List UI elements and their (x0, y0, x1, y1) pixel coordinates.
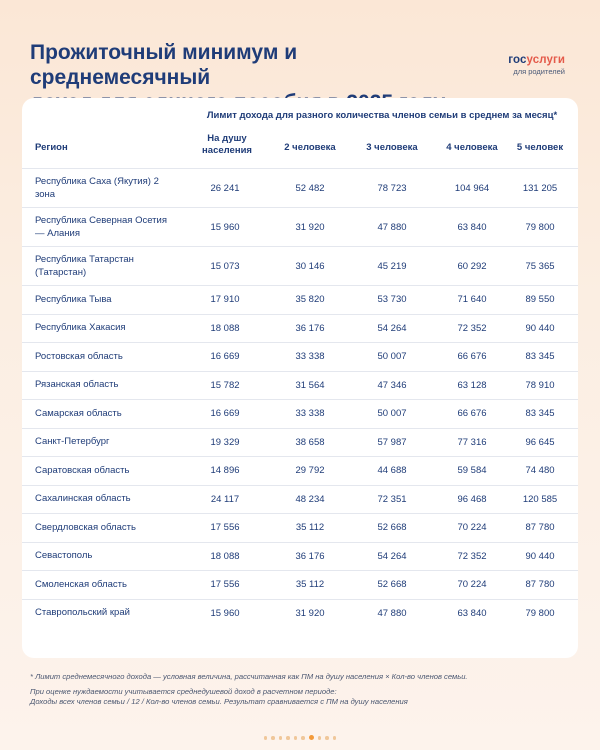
region-name: Республика Северная Осетия — Алания (35, 215, 167, 239)
income-limit-cell: 35 112 (295, 579, 325, 591)
brand-part-2: услуги (526, 54, 565, 66)
income-limit-cell: 90 440 (525, 322, 555, 334)
pagination-dot[interactable] (333, 736, 337, 740)
income-limit-cell: 96 468 (457, 493, 487, 505)
column-header-three: 3 человека (366, 142, 418, 153)
region-name: Смоленская область (35, 578, 127, 590)
region-name: Саратовская область (35, 464, 130, 476)
table-row (22, 168, 578, 207)
region-name: Ставропольский край (35, 607, 130, 619)
income-limit-cell: 26 241 (210, 182, 240, 194)
pagination-dot[interactable] (294, 736, 298, 740)
pagination-dot[interactable] (318, 736, 322, 740)
table-row (22, 456, 578, 485)
income-limit-cell: 70 224 (457, 579, 487, 591)
footnotes (30, 672, 570, 707)
table-row (22, 371, 578, 400)
region-name: Сахалинская область (35, 493, 131, 505)
region-name: Республика Саха (Якутия) 2 зона (35, 176, 159, 200)
income-limit-cell: 120 585 (522, 493, 558, 505)
income-limit-cell: 35 112 (295, 522, 325, 534)
footnote-explanation-1: При оценке нуждаемости учитывается среднедушевой доход в расчетном периоде: (30, 687, 337, 696)
income-limit-cell: 48 234 (295, 493, 325, 505)
per-capita-line-2: населения (202, 145, 252, 156)
income-limit-cell: 17 556 (210, 522, 240, 534)
income-limit-cell: 15 782 (210, 379, 240, 391)
income-limit-cell: 14 896 (210, 465, 240, 477)
income-limit-cell: 17 556 (210, 579, 240, 591)
table-row (22, 542, 578, 571)
income-limit-cell: 47 346 (377, 379, 407, 391)
income-limit-cell: 83 345 (525, 408, 555, 420)
table-row (22, 599, 578, 628)
income-limit-cell: 16 669 (210, 408, 240, 420)
income-limit-cell: 87 780 (525, 579, 555, 591)
income-limit-cell: 50 007 (377, 408, 407, 420)
region-name: Республика Татарстан (Татарстан) (35, 254, 134, 278)
income-limit-cell: 54 264 (377, 550, 407, 562)
header (30, 40, 570, 100)
income-limit-cell: 38 658 (295, 436, 325, 448)
income-limit-cell: 63 840 (457, 607, 487, 619)
income-limit-cell: 54 264 (377, 322, 407, 334)
table-body (22, 168, 578, 627)
income-limit-cell: 57 987 (377, 436, 407, 448)
gosuslugi-logo[interactable] (508, 54, 565, 76)
income-limit-cell: 15 960 (210, 221, 240, 233)
pagination-dot[interactable] (301, 736, 305, 740)
column-header-region: Регион (35, 142, 68, 153)
income-limit-cell: 31 564 (295, 379, 325, 391)
pagination-dot[interactable] (279, 736, 283, 740)
table-row (22, 485, 578, 514)
income-limit-cell: 72 352 (457, 550, 487, 562)
income-limit-cell: 36 176 (295, 550, 325, 562)
pagination-dot[interactable] (286, 736, 290, 740)
income-limit-cell: 71 640 (457, 294, 487, 306)
income-limit-cell: 52 482 (295, 182, 325, 194)
income-limit-cell: 90 440 (525, 550, 555, 562)
pagination-dots (0, 729, 600, 747)
income-limit-cell: 24 117 (210, 493, 240, 505)
income-limit-cell: 104 964 (454, 182, 490, 194)
income-limit-cell: 70 224 (457, 522, 487, 534)
title-line-1: Прожиточный минимум и среднемесячный (30, 41, 298, 89)
income-table-card (22, 98, 578, 658)
income-limit-cell: 35 820 (295, 294, 325, 306)
income-limit-cell: 96 645 (525, 436, 555, 448)
income-limit-cell: 78 910 (525, 379, 555, 391)
table-row (22, 207, 578, 246)
region-name: Санкт-Петербург (35, 436, 110, 448)
income-limit-cell: 31 920 (295, 607, 325, 619)
table-row (22, 285, 578, 314)
income-limit-cell: 79 800 (525, 221, 555, 233)
income-limit-cell: 78 723 (377, 182, 407, 194)
income-limit-cell: 45 219 (377, 260, 407, 272)
income-limit-cell: 74 480 (525, 465, 555, 477)
footnote-limit: * Лимит среднемесячного дохода — условная величина, рассчитанная как ПМ на душу населения × Кол-во членов семьи. (30, 672, 468, 681)
region-name: Рязанская область (35, 379, 119, 391)
table-caption: Лимит дохода для разного количества членов семьи в среднем за месяц* (206, 110, 558, 121)
pagination-dot[interactable] (264, 736, 268, 740)
column-header-two: 2 человека (284, 142, 336, 153)
income-limit-cell: 63 128 (457, 379, 487, 391)
table-row (22, 246, 578, 285)
table-row (22, 513, 578, 542)
brand-part-1: гос (508, 54, 527, 66)
table-row (22, 570, 578, 599)
income-limit-cell: 60 292 (457, 260, 487, 272)
income-limit-cell: 31 920 (295, 221, 325, 233)
column-header-four: 4 человека (446, 142, 498, 153)
income-limit-cell: 131 205 (522, 182, 558, 194)
income-limit-cell: 66 676 (457, 351, 487, 363)
income-limit-cell: 18 088 (210, 322, 240, 334)
income-limit-cell: 36 176 (295, 322, 325, 334)
pagination-dot[interactable] (325, 736, 329, 740)
income-limit-cell: 16 669 (210, 351, 240, 363)
table-row (22, 399, 578, 428)
income-limit-cell: 79 800 (525, 607, 555, 619)
income-limit-cell: 33 338 (295, 408, 325, 420)
pagination-dot[interactable] (309, 735, 314, 740)
income-limit-cell: 52 668 (377, 522, 407, 534)
income-limit-cell: 19 329 (210, 436, 240, 448)
income-limit-cell: 66 676 (457, 408, 487, 420)
income-limit-cell: 47 880 (377, 607, 407, 619)
table-row (22, 342, 578, 371)
income-limit-cell: 30 146 (295, 260, 325, 272)
income-limit-cell: 72 352 (457, 322, 487, 334)
income-limit-cell: 15 073 (210, 260, 240, 272)
footnote-explanation-2: Доходы всех членов семьи / 12 / Кол-во членов семьи. Результат сравнивается с ПМ на душу населения (30, 697, 408, 706)
region-name: Севастополь (35, 550, 93, 562)
income-limit-cell: 52 668 (377, 579, 407, 591)
table-row (22, 428, 578, 457)
table-row (22, 314, 578, 343)
income-limit-cell: 53 730 (377, 294, 407, 306)
pagination-dot[interactable] (271, 736, 275, 740)
income-limit-cell: 89 550 (525, 294, 555, 306)
income-limit-cell: 44 688 (377, 465, 407, 477)
brand-subtitle: для родителей (513, 67, 565, 76)
column-header-per-capita (192, 133, 262, 157)
per-capita-line-1: На душу (207, 133, 247, 144)
income-limit-cell: 15 960 (210, 607, 240, 619)
income-limit-cell: 87 780 (525, 522, 555, 534)
region-name: Республика Хакасия (35, 322, 126, 334)
brand-logo-text (508, 54, 565, 66)
income-limit-cell: 18 088 (210, 550, 240, 562)
income-limit-cell: 75 365 (525, 260, 555, 272)
income-limit-cell: 29 792 (295, 465, 325, 477)
income-limit-cell: 72 351 (377, 493, 407, 505)
income-limit-cell: 77 316 (457, 436, 487, 448)
region-name: Свердловская область (35, 521, 136, 533)
income-limit-cell: 63 840 (457, 221, 487, 233)
income-limit-cell: 50 007 (377, 351, 407, 363)
income-limit-cell: 59 584 (457, 465, 487, 477)
income-limit-cell: 83 345 (525, 351, 555, 363)
region-name: Самарская область (35, 407, 122, 419)
region-name: Ростовская область (35, 350, 123, 362)
income-limit-cell: 17 910 (210, 294, 240, 306)
income-limit-cell: 47 880 (377, 221, 407, 233)
region-name: Республика Тыва (35, 293, 112, 305)
income-limit-cell: 33 338 (295, 351, 325, 363)
column-header-five: 5 человек (516, 142, 564, 153)
